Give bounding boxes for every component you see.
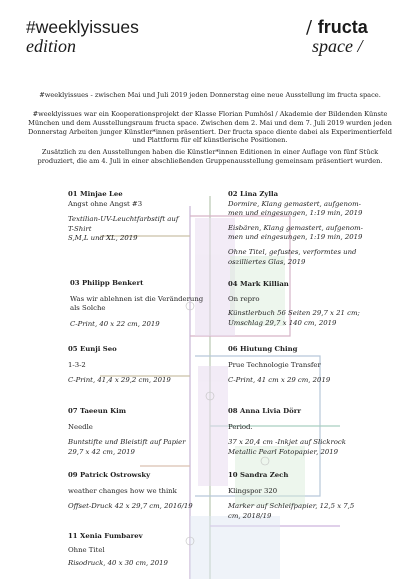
entry-detail: C-Print, 41,4 x 29,2 cm, 2019 bbox=[68, 376, 171, 385]
entry-03 bbox=[70, 279, 235, 329]
fructa-brand: fructa bbox=[317, 17, 368, 37]
entry-title: Angst ohne Angst #3 bbox=[68, 199, 143, 208]
entry-04 bbox=[228, 280, 393, 328]
entry-01 bbox=[68, 190, 233, 244]
entry-09 bbox=[68, 471, 233, 512]
entry-line: men und eingesungen, 1:19 min, 2019 bbox=[228, 233, 363, 242]
entry-heading: 07 Taeeun Kim bbox=[68, 407, 127, 415]
entry-detail: Metallic Pearl Fotopapier, 2019 bbox=[228, 447, 339, 456]
entry-detail: 29,7 x 42 cm, 2019 bbox=[68, 447, 135, 456]
entry-line: Ohne Titel, gefustes, verformtes und bbox=[228, 247, 357, 256]
header-title-right bbox=[306, 18, 368, 56]
entry-detail: Marker auf Schleifpapier, 12,5 x 7,5 bbox=[228, 502, 355, 511]
entry-line: Eisbären, Klang gemastert, aufgenom- bbox=[228, 223, 363, 232]
entry-heading: 02 Lina Zylla bbox=[228, 190, 279, 198]
entry-heading: 01 Minjae Lee bbox=[68, 190, 123, 198]
intro-paragraph-1: #weeklyissues - zwischen Mai und Juli 2019 jeden Donnerstag eine neue Ausstellung im fructa space. bbox=[39, 91, 381, 99]
entry-02 bbox=[228, 190, 393, 267]
entry-title: Period. bbox=[228, 422, 253, 431]
intro-paragraph-3: Zusätzlich zu den Ausstellungen haben die Künstler*innen Editionen in einer Auflage von fünf Stück produziert, die am 4. Juli in einer abschließenden Gruppenausstellung gemeinsam präsentiert wurden. bbox=[37, 148, 383, 165]
entry-heading: 11 Xenia Fumbarev bbox=[68, 532, 143, 540]
entry-detail: Künstlerbuch 56 Seiten 29,7 x 21 cm; bbox=[228, 309, 360, 318]
space-subtitle: space / bbox=[312, 36, 363, 56]
entry-08 bbox=[228, 407, 393, 457]
entry-detail: cm, 2018/19 bbox=[228, 511, 272, 520]
entry-heading: 10 Sandra Zech bbox=[228, 471, 289, 479]
entry-detail: Buntstifte und Bleistift auf Papier bbox=[68, 438, 186, 447]
entry-line: Dormire, Klang gemastert, aufgenom- bbox=[228, 199, 361, 208]
weeklyissues-title: #weeklyissues bbox=[26, 17, 139, 37]
entry-title: On repro bbox=[228, 294, 260, 303]
entry-heading: 09 Patrick Ostrowsky bbox=[68, 471, 151, 479]
entry-heading: 04 Mark Killian bbox=[228, 280, 289, 288]
intro-paragraph-2: #weeklyissues war ein Kooperationsprojekt der Klasse Florian Pumhösl / Akademie der Bildenden Künste München und dem Ausstellungsraum fructa space. Zwischen dem 2. Mai und dem 7. Juli 2019 wurden jeden Donnerstag Arbeiten junger Künstler*innen präsentiert. Der fructa space diente dabei als Experimentierfeld und Plattform für elf künstlerische Positionen. bbox=[28, 110, 392, 145]
entry-11 bbox=[68, 532, 233, 569]
entry-detail: Risodruck, 40 x 30 cm, 2019 bbox=[68, 559, 168, 568]
entry-title: 1-3-2 bbox=[68, 360, 86, 369]
entry-title: Klingspor 320 bbox=[228, 486, 278, 495]
entry-title: weather changes how we think bbox=[68, 486, 177, 495]
entry-detail: Offset-Druck 42 x 29,7 cm, 2016/19 bbox=[68, 502, 193, 511]
entry-line: oszilliertes Glas, 2019 bbox=[228, 257, 306, 266]
entry-title: Ohne Titel bbox=[68, 545, 105, 554]
entry-line: men und eingesungen, 1:19 min, 2019 bbox=[228, 209, 363, 218]
entry-title: als Solche bbox=[70, 304, 106, 313]
entry-heading: 06 Hiutung Ching bbox=[228, 345, 298, 353]
entry-detail: Textilian-UV-Leuchtfarbstift auf bbox=[68, 215, 179, 224]
entry-detail: C-Print, 41 cm x 29 cm, 2019 bbox=[228, 376, 331, 385]
header-title-left bbox=[26, 18, 139, 56]
entry-detail: S,M,L und XL, 2019 bbox=[68, 234, 138, 243]
entry-detail: 37 x 20,4 cm -Inkjet auf Slickrock bbox=[228, 438, 346, 447]
entry-06 bbox=[228, 345, 393, 386]
entry-detail: C-Print, 40 x 22 cm, 2019 bbox=[70, 319, 160, 328]
entry-heading: 03 Philipp Benkert bbox=[70, 279, 144, 287]
entry-detail: Umschlag 29,7 x 140 cm, 2019 bbox=[228, 318, 337, 327]
entry-detail: T-Shirt bbox=[68, 224, 92, 233]
entry-title: Needle bbox=[68, 422, 93, 431]
entry-title: Was wir ablehnen ist die Veränderung bbox=[70, 294, 204, 303]
entry-heading: 05 Eunji Seo bbox=[68, 345, 117, 353]
entry-05 bbox=[68, 345, 233, 386]
slash-prefix: / bbox=[306, 17, 318, 38]
entry-10 bbox=[228, 471, 393, 521]
entry-heading: 08 Anna Livia Dörr bbox=[228, 407, 301, 415]
entry-07 bbox=[68, 407, 233, 457]
entry-title: Prue Technologie Transfer bbox=[228, 360, 321, 369]
edition-subtitle: edition bbox=[26, 36, 76, 56]
